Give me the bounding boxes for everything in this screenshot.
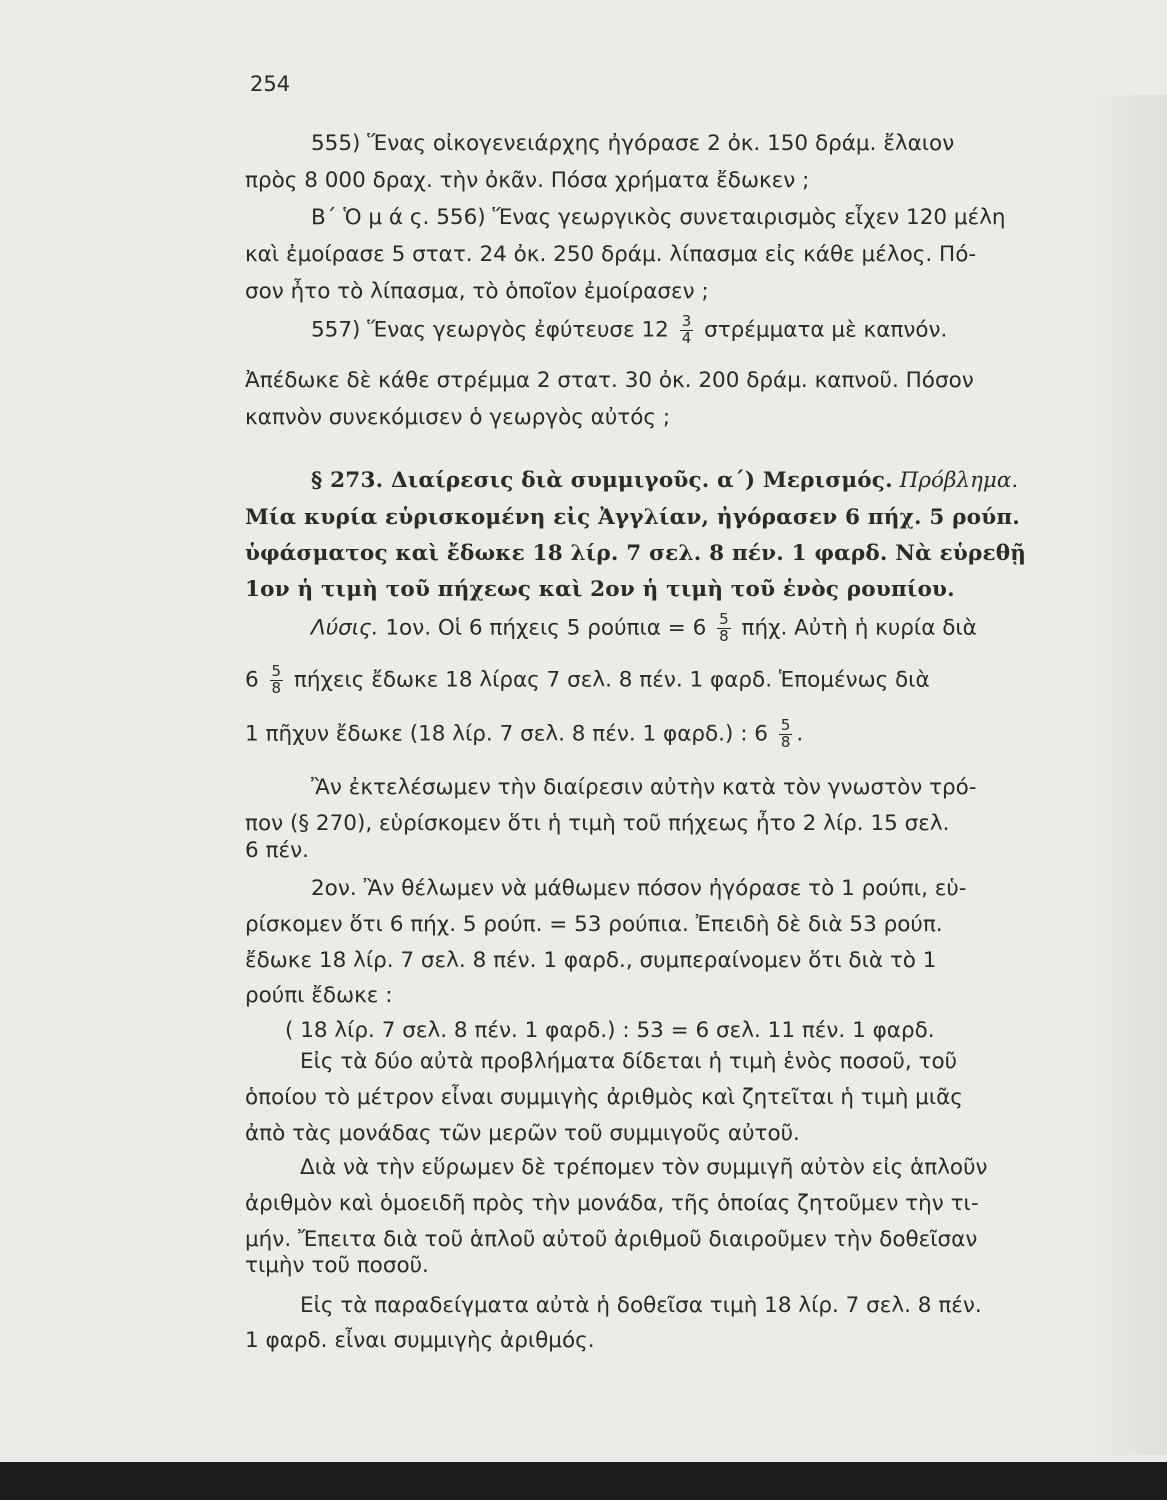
problem-555-line-1: 555) Ἕνας οἰκογενειάρχης ἠγόρασε 2 ὀκ. 150 δράμ. ἔλαιον <box>311 131 955 156</box>
second-part-line-2: ρίσκομεν ὅτι 6 πήχ. 5 ρούπ. = 53 ρούπια. Ἐπειδὴ δὲ διὰ 53 ρούπ. <box>245 912 943 937</box>
problem-556-line-2: καὶ ἐμοίρασε 5 στατ. 24 ὀκ. 250 δράμ. λίπασμα εἰς κάθε μέλος. Πό- <box>245 242 977 267</box>
problem-555-line-2: πρὸς 8 000 δραχ. τὴν ὀκᾶν. Πόσα χρήματα ἔδωκεν ; <box>245 168 810 193</box>
fraction-numerator: 5 <box>780 716 791 734</box>
problem-557-line-1 <box>311 314 947 347</box>
rule-line-3: μήν. Ἔπειτα διὰ τοῦ ἁπλοῦ αὐτοῦ ἀριθμοῦ διαιροῦμεν τὴν δοθεῖσαν <box>245 1227 978 1252</box>
fraction-numerator: 3 <box>681 312 692 330</box>
problem-557-line-3: καπνὸν συνεκόμισεν ὁ γεωργὸς αὐτός ; <box>245 405 671 430</box>
section-heading-bold: § 273. Διαίρεσις διὰ συμμιγοῦς. α΄) Μερισμός. <box>311 468 893 493</box>
rule-line-1: Διὰ νὰ τὴν εὕρωμεν δὲ τρέπομεν τὸν συμμιγῆ αὐτὸν εἰς ἁπλοῦν <box>300 1155 988 1180</box>
fraction-numerator: 5 <box>719 610 729 628</box>
equation-line: ( 18 λίρ. 7 σελ. 8 πέν. 1 φαρδ.) : 53 = 6 σελ. 11 πέν. 1 φαρδ. <box>285 1018 935 1043</box>
problem-557-text-post: στρέμματα μὲ καπνόν. <box>704 317 948 343</box>
section-273-problem-line-1: Μία κυρία εὑρισκομένη εἰς Ἀγγλίαν, ἠγόρασεν 6 πήχ. 5 ρούπ. <box>245 505 1020 530</box>
theory-line-1: Εἰς τὰ δύο αὐτὰ προβλήματα δίδεται ἡ τιμὴ ἑνὸς ποσοῦ, τοῦ <box>300 1049 958 1074</box>
theory-line-3: ἀπὸ τὰς μονάδας τῶν μερῶν τοῦ συμμιγοῦς αὐτοῦ. <box>245 1121 800 1146</box>
fraction-denominator: 8 <box>719 626 729 645</box>
section-273-problem-line-3: 1ον ἡ τιμὴ τοῦ πήχεως καὶ 2ον ἡ τιμὴ τοῦ ἑνὸς ρουπίου. <box>245 577 955 602</box>
page-edge-shadow <box>1087 95 1167 1455</box>
fraction <box>779 718 793 751</box>
solution-text-post: πήχ. Αὐτὴ ἡ κυρία διὰ <box>741 615 977 641</box>
section-273-heading <box>311 470 1018 492</box>
division-line-1: Ἂν ἐκτελέσωμεν τὴν διαίρεσιν αὐτὴν κατὰ τὸν γνωστὸν τρό- <box>311 775 977 800</box>
solution-text-post: πήχεις ἔδωκε 18 λίρας 7 σελ. 8 πέν. 1 φαρδ. Ἑπομένως διὰ <box>293 667 930 693</box>
fraction-numerator: 5 <box>271 662 282 680</box>
solution-text-pre: 1 πῆχυν ἔδωκε (18 λίρ. 7 σελ. 8 πέν. 1 φαρδ.) : 6 <box>245 721 768 747</box>
fraction <box>717 612 731 645</box>
problem-556-line-3: σον ἦτο τὸ λίπασμα, τὸ ὁποῖον ἐμοίρασεν ; <box>245 279 709 304</box>
section-273-problem-line-2: ὑφάσματος καὶ ἔδωκε 18 λίρ. 7 σελ. 8 πέν. 1 φαρδ. Νὰ εὑρεθῇ <box>245 541 1027 566</box>
division-line-3: 6 πέν. <box>245 838 309 863</box>
solution-text-pre: 6 <box>245 667 259 693</box>
problem-556-line-1: Β΄ Ὁ μ ά ς. 556) Ἕνας γεωργικὸς συνεταιρισμὸς εἶχεν 120 μέλη <box>311 205 1006 230</box>
solution-label: Λύσις. <box>311 615 379 641</box>
fraction <box>680 314 694 347</box>
scan-bottom-edge <box>0 1462 1167 1500</box>
example-line-1: Εἰς τὰ παραδείγματα αὐτὰ ἡ δοθεῖσα τιμὴ 18 λίρ. 7 σελ. 8 πέν. <box>300 1293 982 1318</box>
second-part-line-4: ρούπι ἔδωκε : <box>245 983 393 1008</box>
fraction-denominator: 8 <box>780 732 791 751</box>
solution-line-3 <box>245 718 803 751</box>
rule-line-2: ἀριθμὸν καὶ ὁμοειδῆ πρὸς τὴν μονάδα, τῆς ὁποίας ζητοῦμεν τὴν τι- <box>245 1191 979 1216</box>
fraction-denominator: 4 <box>681 328 692 347</box>
second-part-line-1: 2ον. Ἂν θέλωμεν νὰ μάθωμεν πόσον ἠγόρασε τὸ 1 ρούπι, εὑ- <box>311 876 967 901</box>
page-number: 254 <box>250 72 291 96</box>
theory-line-2: ὁποίου τὸ μέτρον εἶναι συμμιγὴς ἀριθμὸς καὶ ζητεῖται ἡ τιμὴ μιᾶς <box>245 1085 963 1110</box>
solution-text-post: . <box>796 721 804 747</box>
solution-line-1 <box>311 612 977 645</box>
second-part-line-3: ἔδωκε 18 λίρ. 7 σελ. 8 πέν. 1 φαρδ., συμπεραίνομεν ὅτι διὰ τὸ 1 <box>245 948 937 973</box>
problem-557-line-2: Ἀπέδωκε δὲ κάθε στρέμμα 2 στατ. 30 ὀκ. 200 δράμ. καπνοῦ. Πόσον <box>245 368 974 393</box>
fraction <box>270 664 284 697</box>
rule-line-4: τιμὴν τοῦ ποσοῦ. <box>245 1253 429 1278</box>
division-line-2: πον (§ 270), εὑρίσκομεν ὅτι ἡ τιμὴ τοῦ πήχεως ἦτο 2 λίρ. 15 σελ. <box>245 811 950 836</box>
fraction-denominator: 8 <box>271 678 282 697</box>
problem-557-text-pre: 557) Ἕνας γεωργὸς ἐφύτευσε 12 <box>311 317 669 343</box>
section-heading-italic: Πρόβλημα. <box>899 468 1019 493</box>
solution-line-2 <box>245 664 930 697</box>
example-line-2: 1 φαρδ. εἶναι συμμιγὴς ἀριθμός. <box>245 1328 595 1353</box>
solution-text-pre: 1ον. Οἱ 6 πήχεις 5 ρούπια = 6 <box>385 615 707 641</box>
